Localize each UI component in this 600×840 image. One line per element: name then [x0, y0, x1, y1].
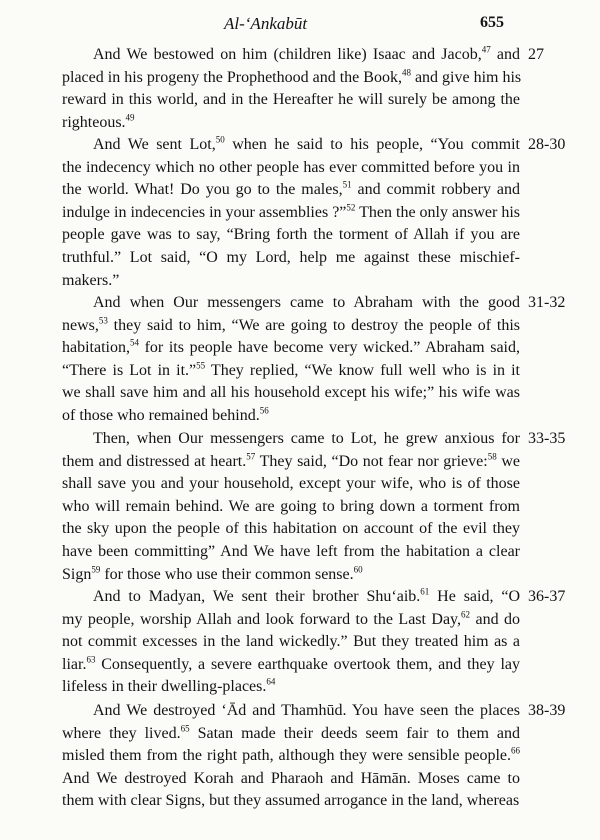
text-line: of those who remained behind.$^{56}$	[62, 405, 269, 424]
text-line: have been committing” And We have left from the habitation a clear	[62, 543, 520, 560]
footnote-marker: 52	[346, 202, 356, 213]
footnote-marker: 64	[266, 677, 276, 688]
text-line: And to Madyan, We sent their brother Shu‘aib.$^{61}$ He said, “O	[93, 586, 520, 605]
text-line: people gave was to say, “Bring forth the torment of Allah if you are	[62, 226, 520, 244]
verse-number: 38-39	[528, 702, 566, 719]
text-line: them with clear Signs, but they assumed arrogance in the land, whereas	[62, 792, 520, 810]
text-line: liar.$^{63}$ Consequently, a severe earthquake overtook them, and they lay	[62, 654, 520, 673]
text-line: placed in his progeny the Prophethood and the Book,$^{48}$ and give him his	[62, 67, 522, 86]
footnote-marker: 62	[461, 609, 471, 620]
text-line: news,$^{53}$ they said to him, “We are going to destroy the people of this	[62, 315, 520, 334]
text-line: where they lived.$^{65}$ Satan made their deeds seem fair to them and	[62, 723, 521, 742]
text-line: truthful.” Lot said, “O my Lord, help me against these mischief-	[62, 249, 520, 266]
footnote-marker: 63	[86, 654, 96, 665]
footnote-marker: 51	[342, 179, 352, 190]
footnote-marker: 59	[91, 564, 101, 575]
footnote-marker: 50	[215, 134, 225, 145]
text-line: we shall save him and all his household except his wife;” his wife was	[62, 384, 520, 402]
footnote-marker: 60	[353, 564, 363, 575]
footnote-marker: 55	[196, 360, 206, 371]
text-line: the world. What! Do you go to the males,$^{51}$ and commit robbery and	[62, 179, 520, 199]
chapter-title: Al-‘Ankabūt	[224, 14, 308, 33]
footnote-marker: 53	[98, 315, 108, 326]
footnote-marker: 54	[129, 337, 139, 348]
footnote-marker: 57	[246, 451, 256, 462]
text-line: And when Our messengers came to Abraham with the good	[93, 294, 520, 311]
text-line: the sky upon the people of this habitation on account of the evil they	[62, 520, 520, 538]
text-line: the indecency which no other people has ever committed before you in	[62, 158, 520, 176]
page-header	[0, 14, 600, 36]
text-line: lifeless in their dwelling-places.$^{64}$	[62, 677, 276, 696]
text-line: habitation,$^{54}$ for its people have become very wicked.” Abraham said,	[62, 337, 520, 357]
footnote-marker: 61	[420, 586, 430, 597]
text-line: makers.”	[62, 271, 120, 289]
text-line: And We destroyed ‘Ād and Thamhūd. You have seen the places	[93, 702, 520, 719]
text-line: And We sent Lot,$^{50}$ when he said to his people, “You commit	[93, 134, 520, 153]
footnote-marker: 48	[401, 67, 411, 78]
text-line: Sign$^{59}$ for those who use their common sense.$^{60}$	[62, 564, 363, 583]
footnote-marker: 65	[180, 723, 190, 734]
text-line: And We destroyed Korah and Pharaoh and Hāmān. Moses came to	[62, 769, 520, 787]
text-line: indulge in indecencies in your assemblies ?”$^{52}$ Then the only answer his	[62, 202, 521, 221]
footnote-marker: 66	[511, 745, 520, 756]
text-line: righteous.$^{49}$	[62, 112, 135, 131]
text-line: who will remain behind. We are going to bring down a torment from	[62, 497, 520, 515]
verse-number: 31-32	[528, 294, 566, 311]
text-line: not commit excesses in the land wickedly.” But they treated him as a	[62, 633, 520, 651]
verse-number: 27	[528, 46, 544, 63]
text-line: “There is Lot in it.”$^{55}$ They replied, “We know full well who is in it	[62, 360, 520, 379]
text-line: And We bestowed on him (children like) Isaac and Jacob,$^{47}$ and	[93, 44, 520, 63]
text-line: shall save you and your household, except your wife, who is of those	[62, 475, 520, 493]
text-line: misled them from the right path, although they were sensible people.$^{66}$	[62, 745, 520, 765]
page-number: 655	[480, 14, 504, 31]
text-line: my people, worship Allah and look forward to the Last Day,$^{62}$ and do	[62, 609, 521, 628]
footnote-marker: 47	[481, 44, 491, 55]
footnote-marker: 56	[259, 405, 269, 416]
footnote-marker: 58	[487, 451, 497, 462]
footnote-marker: 49	[125, 112, 135, 123]
verse-number: 33-35	[528, 430, 566, 447]
text-line: Then, when Our messengers came to Lot, he grew anxious for	[93, 430, 520, 447]
text-line: reward in this world, and in the Hereafter he will surely be among the	[62, 91, 520, 109]
verse-number: 36-37	[528, 588, 566, 605]
text-line: them and distressed at heart.$^{57}$ They said, “Do not fear nor grieve:$^{58}$ we	[62, 451, 521, 470]
verse-number: 28-30	[528, 136, 566, 153]
